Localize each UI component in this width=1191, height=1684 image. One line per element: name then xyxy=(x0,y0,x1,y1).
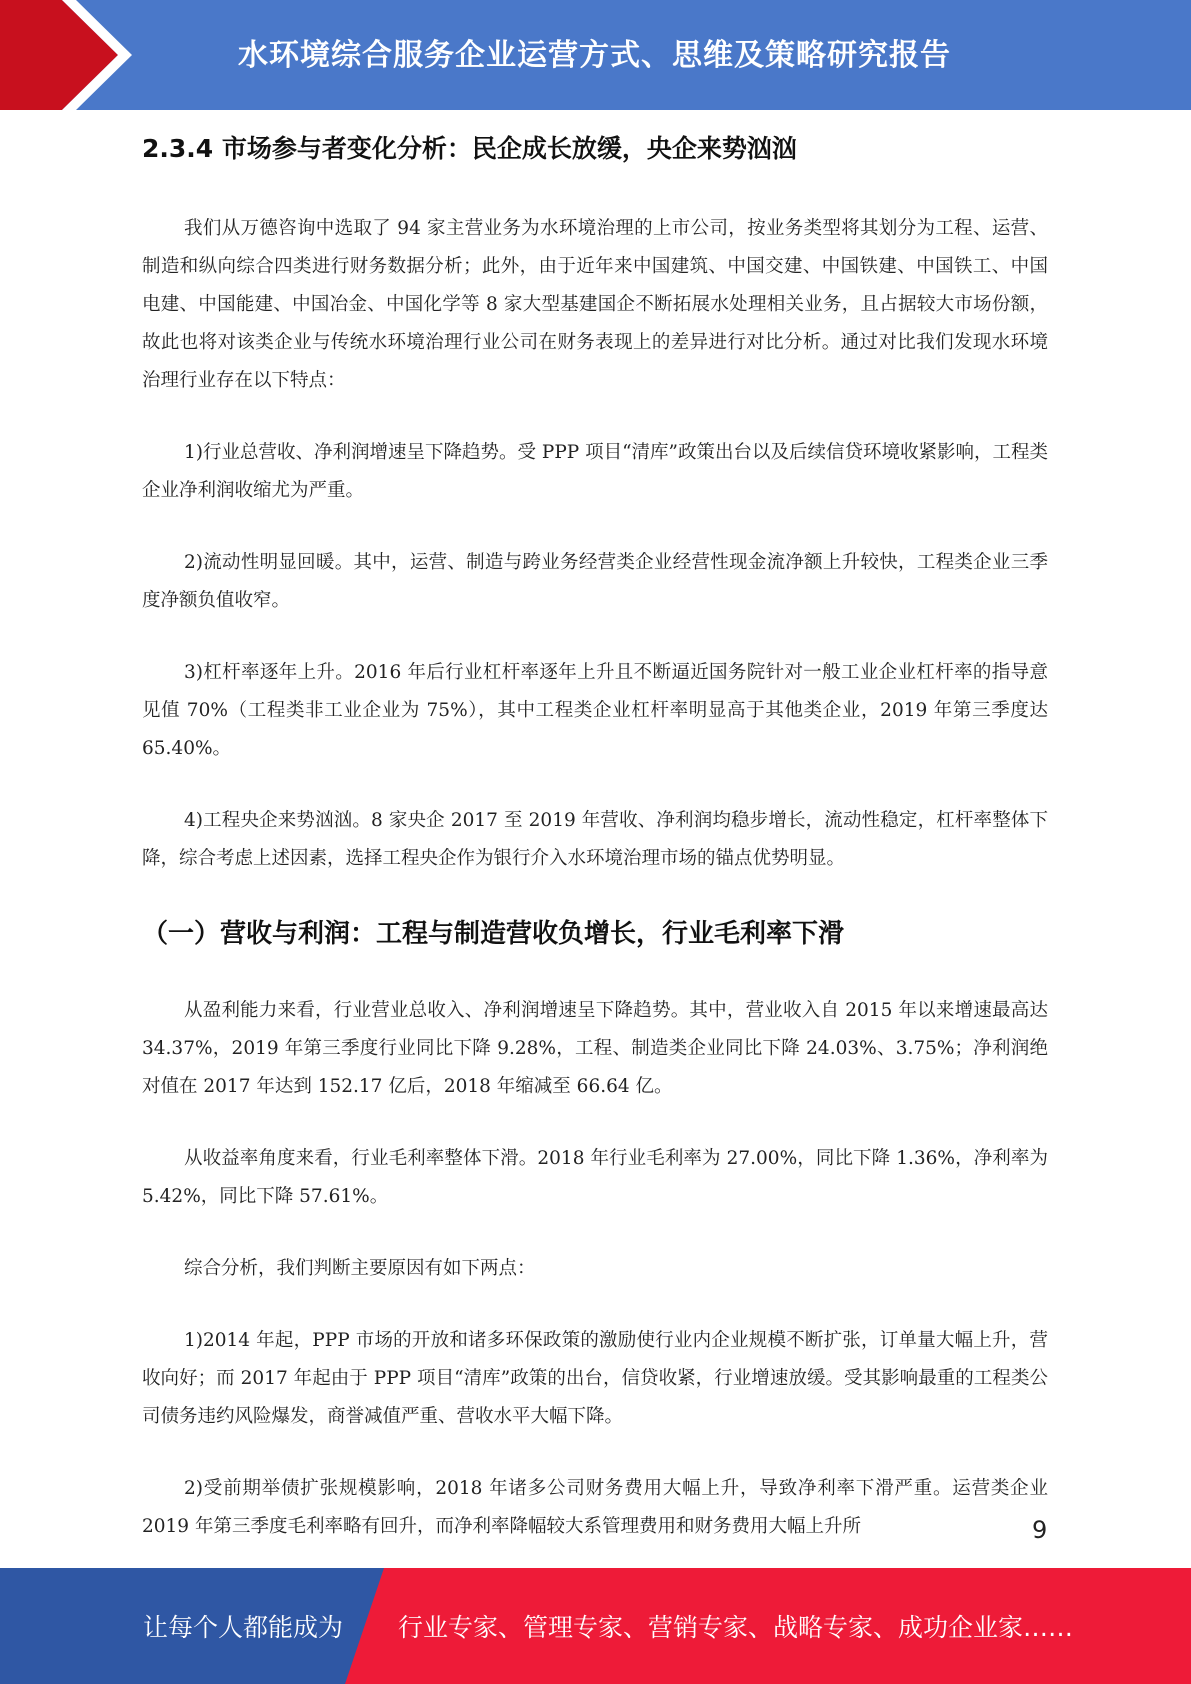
paragraph: 2)受前期举债扩张规模影响，2018 年诸多公司财务费用大幅上升，导致净利率下滑严重。运营类企业 2019 年第三季度毛利率略有回升，而净利率降幅较大系管理费用和财务费用大幅上升所 xyxy=(142,1478,1048,1537)
page-content xyxy=(142,128,1048,1580)
page-header xyxy=(0,0,1191,110)
footer-slogan-left: 让每个人都能成为 xyxy=(143,1613,344,1642)
report-title: 水环境综合服务企业运营方式、思维及策略研究报告 xyxy=(238,38,951,73)
paragraph: 从盈利能力来看，行业营业总收入、净利润增速呈下降趋势。其中，营业收入自 2015 年以来增速最高达 34.37%，2019 年第三季度行业同比下降 9.28%，工程、制造类企业同比下降 24.03%、3.75%；净利润绝对值在 2017 年达到 152.17 亿后，2018 年缩减至 66.64 亿。 xyxy=(142,1000,1048,1097)
page-number: 9 xyxy=(1032,1516,1048,1544)
header-arrow-icon xyxy=(0,0,150,110)
paragraph: 1)行业总营收、净利润增速呈下降趋势。受 PPP 项目“清库”政策出台以及后续信贷环境收紧影响，工程类企业净利润收缩尤为严重。 xyxy=(142,442,1049,501)
paragraph: 3)杠杆率逐年上升。2016 年后行业杠杆率逐年上升且不断逼近国务院针对一般工业企业杠杆率的指导意见值 70%（工程类非工业企业为 75%），其中工程类企业杠杆率明显高于其他类企业，2019 年第三季度达 65.40%。 xyxy=(142,662,1048,759)
section-heading: 2.3.4 市场参与者变化分析：民企成长放缓，央企来势汹汹 xyxy=(142,134,797,163)
paragraph: 从收益率角度来看，行业毛利率整体下滑。2018 年行业毛利率为 27.00%，同比下降 1.36%，净利率为 5.42%，同比下降 57.61%。 xyxy=(142,1148,1048,1207)
page-footer xyxy=(0,1568,1191,1684)
paragraph: 我们从万德咨询中选取了 94 家主营业务为水环境治理的上市公司，按业务类型将其划分为工程、运营、制造和纵向综合四类进行财务数据分析；此外，由于近年来中国建筑、中国交建、中国铁建、中国铁工、中国电建、中国能建、中国冶金、中国化学等 8 家大型基建国企不断拓展水处理相关业务，且占据较大市场份额，故此也将对该类企业与传统水环境治理行业公司在财务表现上的差异进行对比分析。通过对比我们发现水环境治理行业存在以下特点： xyxy=(142,218,1048,391)
paragraph: 2)流动性明显回暖。其中，运营、制造与跨业务经营类企业经营性现金流净额上升较快，工程类企业三季度净额负值收窄。 xyxy=(142,552,1048,611)
paragraph: 4)工程央企来势汹汹。8 家央企 2017 至 2019 年营收、净利润均稳步增长，流动性稳定，杠杆率整体下降，综合考虑上述因素，选择工程央企作为银行介入水环境治理市场的锚点优势明显。 xyxy=(142,810,1048,869)
paragraph: 1)2014 年起，PPP 市场的开放和诸多环保政策的激励使行业内企业规模不断扩张，订单量大幅上升，营收向好；而 2017 年起由于 PPP 项目“清库”政策的出台，信贷收紧，行业增速放缓。受其影响最重的工程类公司债务违约风险爆发，商誉减值严重、营收水平大幅下降。 xyxy=(142,1330,1048,1427)
subsection-heading: （一）营收与利润：工程与制造营收负增长，行业毛利率下滑 xyxy=(142,919,845,949)
footer-slogan-right: 行业专家、管理专家、营销专家、战略专家、成功企业家…… xyxy=(398,1613,1074,1642)
paragraph: 综合分析，我们判断主要原因有如下两点： xyxy=(184,1258,536,1279)
